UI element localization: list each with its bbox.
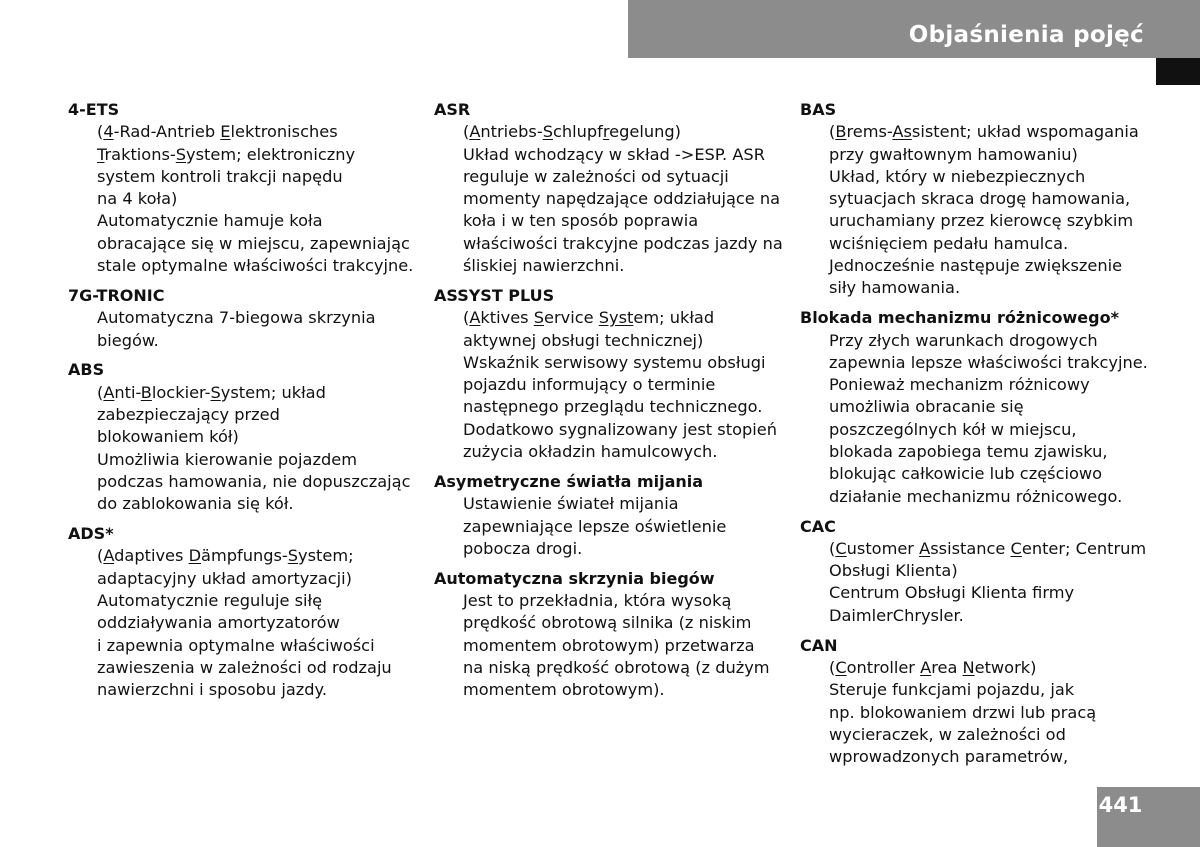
glossary-definition — [68, 121, 418, 277]
glossary-entry — [68, 523, 418, 701]
definition-line: właściwości trakcyjne podczas jazdy na — [463, 233, 783, 253]
definition-line: wprowadzonych parametrów, — [829, 747, 1069, 767]
glossary-entry — [800, 99, 1150, 300]
glossary-entry — [800, 516, 1150, 627]
definition-line: Jest to przekładnia, która wysoką — [463, 591, 732, 611]
glossary-column-3 — [800, 99, 1150, 776]
definition-line: sytuacjach skraca drogę hamowania, — [829, 189, 1131, 209]
definition-line: momenty napędzające oddziałujące na — [463, 189, 781, 209]
glossary-term: CAN — [800, 635, 838, 655]
definition-line: koła i w ten sposób poprawia — [463, 211, 699, 231]
definition-line: Jednocześnie następuje zwiększenie — [829, 256, 1123, 276]
definition-line: do zablokowania się kół. — [97, 494, 294, 514]
glossary-term: 4-ETS — [68, 100, 120, 119]
definition-line: (Controller Area Network) — [829, 657, 1037, 677]
definition-line: system kontroli trakcji napędu — [97, 166, 343, 186]
definition-line: wycieraczek, w zależności od — [829, 724, 1066, 744]
definition-line: Ponieważ mechanizm różnicowy — [829, 375, 1090, 395]
definition-line: np. blokowaniem drzwi lub pracą — [829, 702, 1097, 722]
definition-line: (Brems-Assistent; układ wspomagania — [829, 122, 1139, 142]
definition-line: biegów. — [97, 330, 159, 350]
glossary-term: 7G-TRONIC — [68, 285, 165, 305]
glossary-definition — [68, 307, 418, 352]
glossary-entry — [68, 359, 418, 515]
definition-line: zabezpieczający przed — [97, 405, 280, 425]
definition-line: zapewniające lepsze oświetlenie — [463, 516, 727, 536]
glossary-definition — [800, 538, 1150, 627]
definition-line: Układ wchodzący w skład ->ESP. ASR — [463, 144, 765, 164]
definition-line: na 4 koła) — [97, 189, 178, 209]
glossary-definition — [434, 121, 786, 277]
definition-line: momentem obrotowym) przetwarza — [463, 635, 755, 655]
glossary-definition — [68, 545, 418, 701]
glossary-entry — [434, 99, 786, 277]
header-bar — [628, 0, 1200, 58]
definition-line: pobocza drogi. — [463, 538, 583, 558]
glossary-column-1 — [68, 99, 418, 709]
glossary-term: Asymetryczne światła mijania — [434, 471, 704, 491]
definition-line: Wskaźnik serwisowy systemu obsługi — [463, 352, 766, 372]
definition-line: (Adaptives Dämpfungs-System; — [97, 546, 354, 566]
glossary-term: ABS — [68, 360, 105, 380]
definition-line: (Antriebs-Schlupfregelung) — [463, 122, 681, 142]
glossary-entry — [68, 285, 418, 352]
page-title: Objaśnienia pojęć — [908, 22, 1144, 48]
definition-line: zapewnia lepsze właściwości trakcyjne. — [829, 352, 1148, 372]
definition-line: aktywnej obsługi technicznej) — [463, 330, 704, 350]
definition-line: umożliwia obracanie się — [829, 397, 1024, 417]
glossary-entry — [800, 635, 1150, 769]
definition-line: zużycia okładzin hamulcowych. — [463, 442, 718, 462]
page-number-box — [1097, 787, 1200, 847]
glossary-definition — [800, 657, 1150, 768]
glossary-definition — [434, 590, 786, 701]
definition-line: śliskiej nawierzchni. — [463, 256, 625, 276]
definition-line: Automatycznie hamuje koła — [97, 211, 323, 231]
glossary-column-2 — [434, 99, 786, 709]
definition-line: i zapewnia optymalne właściwości — [97, 635, 375, 655]
definition-line: podczas hamowania, nie dopuszczając — [97, 471, 411, 491]
definition-line: uruchamiany przez kierowcę szybkim — [829, 211, 1134, 231]
definition-line: Ustawienie świateł mijania — [463, 494, 679, 514]
definition-line: (Aktives Service System; układ — [463, 308, 715, 328]
glossary-term: ADS* — [68, 524, 114, 544]
glossary-term: ASR — [434, 100, 471, 119]
definition-line: Obsługi Klienta) — [829, 561, 958, 581]
glossary-entry — [800, 307, 1150, 508]
definition-line: oddziaływania amortyzatorów — [97, 613, 340, 633]
definition-line: następnego przeglądu technicznego. — [463, 397, 763, 417]
definition-line: reguluje w zależności od sytuacji — [463, 166, 729, 186]
definition-line: adaptacyjny układ amortyzacji) — [97, 568, 352, 588]
glossary-term: ASSYST PLUS — [434, 285, 555, 305]
glossary-term: BAS — [800, 100, 837, 119]
glossary-term: Blokada mechanizmu różnicowego* — [800, 308, 1119, 328]
definition-line: (Anti-Blockier-System; układ — [97, 382, 326, 402]
glossary-definition — [68, 382, 418, 516]
section-tab-marker — [1156, 58, 1200, 85]
definition-line: DaimlerChrysler. — [829, 605, 964, 625]
definition-line: (4-Rad-Antrieb Elektronisches — [97, 122, 338, 142]
definition-line: Umożliwia kierowanie pojazdem — [97, 449, 357, 469]
definition-line: Układ, który w niebezpiecznych — [829, 166, 1086, 186]
definition-line: blokując całkowicie lub częściowo — [829, 464, 1103, 484]
definition-line: blokada zapobiega temu zjawisku, — [829, 442, 1108, 462]
definition-line: na niską prędkość obrotową (z dużym — [463, 657, 770, 677]
definition-line: nawierzchni i sposobu jazdy. — [97, 680, 327, 700]
definition-line: pojazdu informujący o terminie — [463, 375, 716, 395]
definition-line: Dodatkowo sygnalizowany jest stopień — [463, 419, 777, 439]
definition-line: zawieszenia w zależności od rodzaju — [97, 657, 392, 677]
glossary-term: CAC — [800, 516, 836, 536]
definition-line: poszczególnych kół w miejscu, — [829, 419, 1077, 439]
glossary-entry — [434, 568, 786, 702]
page-number: 441 — [1098, 793, 1143, 817]
glossary-definition — [800, 330, 1150, 508]
definition-line: Centrum Obsługi Klienta firmy — [829, 583, 1075, 603]
definition-line: przy gwałtownym hamowaniu) — [829, 144, 1078, 164]
definition-line: prędkość obrotową silnika (z niskim — [463, 613, 752, 633]
definition-line: Steruje funkcjami pojazdu, jak — [829, 680, 1075, 700]
glossary-entry — [434, 471, 786, 560]
definition-line: momentem obrotowym). — [463, 680, 665, 700]
glossary-definition — [434, 307, 786, 463]
definition-line: siły hamowania. — [829, 278, 961, 298]
definition-line: wciśnięciem pedału hamulca. — [829, 233, 1069, 253]
glossary-definition — [434, 493, 786, 560]
definition-line: blokowaniem kół) — [97, 427, 239, 447]
glossary-entry — [434, 285, 786, 463]
definition-line: Przy złych warunkach drogowych — [829, 330, 1098, 350]
glossary-entry — [68, 99, 418, 277]
definition-line: (Customer Assistance Center; Centrum — [829, 538, 1147, 558]
definition-line: działanie mechanizmu różnicowego. — [829, 486, 1123, 506]
definition-line: stale optymalne właściwości trakcyjne. — [97, 256, 414, 276]
glossary-term: Automatyczna skrzynia biegów — [434, 568, 715, 588]
definition-line: obracające się w miejscu, zapewniając — [97, 233, 410, 253]
definition-line: Automatycznie reguluje siłę — [97, 591, 323, 611]
definition-line: Traktions-System; elektroniczny — [97, 144, 356, 164]
definition-line: Automatyczna 7-biegowa skrzynia — [97, 308, 376, 328]
glossary-definition — [800, 121, 1150, 299]
